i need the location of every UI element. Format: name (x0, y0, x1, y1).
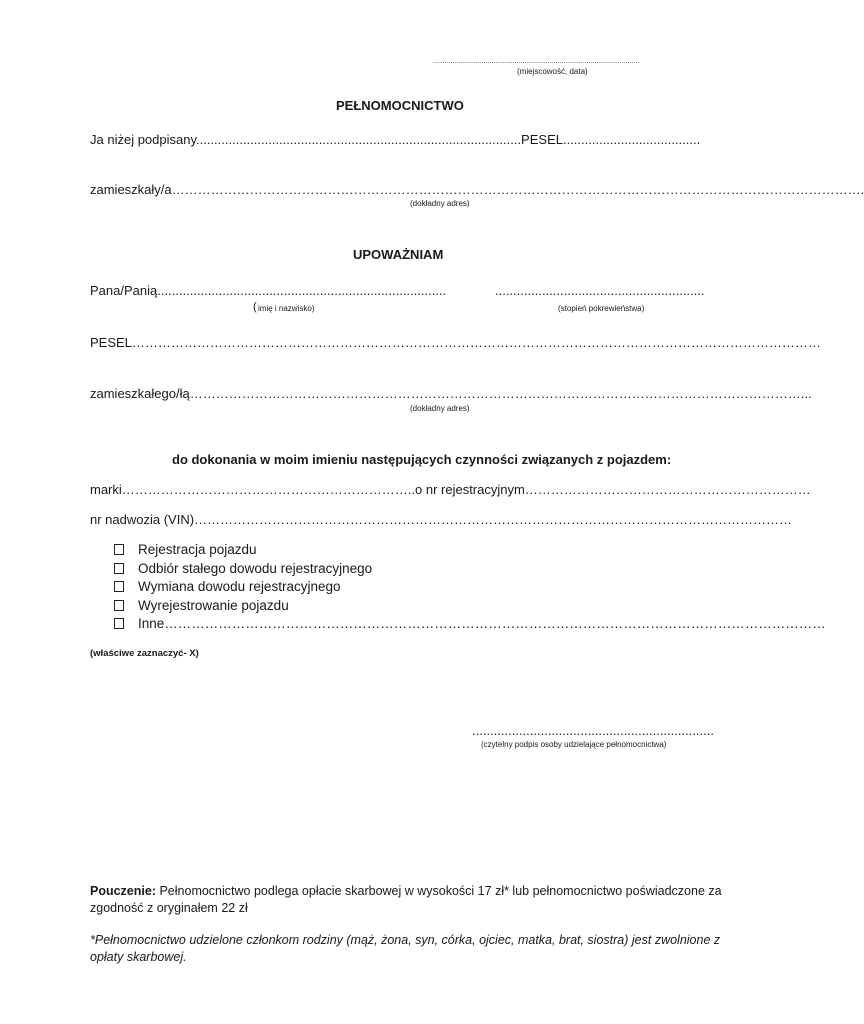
place-date-dots: .......................................................................................................... (433, 58, 640, 65)
checkbox[interactable] (114, 581, 124, 592)
vehicle-make-registration-line: marki…………………………………………………………..o nr rejestracyjnym………………………………………………………… (90, 482, 811, 497)
authorize-heading: UPOWAŻNIAM (353, 247, 444, 262)
fee-notice-label: Pouczenie: (90, 884, 156, 898)
checkbox[interactable] (114, 563, 124, 574)
option-deregistration[interactable] (114, 598, 289, 613)
signature-dots: ................................................................... (472, 723, 714, 738)
option-label: Odbiór stałego dowodu rejestracyjnego (138, 561, 373, 576)
agent-relation-dots: .......................................................... (495, 283, 705, 298)
option-permanent-document-pickup[interactable] (114, 561, 372, 576)
agent-name-label: imię i nazwisko) (258, 304, 315, 313)
agent-address-label: (dokładny adres) (410, 404, 470, 413)
fee-notice (90, 883, 730, 917)
checkbox[interactable] (114, 618, 124, 629)
option-other[interactable] (114, 616, 826, 631)
agent-pesel-line: PESEL…………………………………………………………………………………………………………………………………………… (90, 335, 821, 350)
signer-address-label: (dokładny adres) (410, 199, 470, 208)
agent-relation-label: (stopień pokrewieństwa) (558, 304, 645, 313)
fee-footnote: *Pełnomocnictwo udzielone członkom rodziny (mąż, żona, syn, córka, ojciec, matka, brat, siostra) jest zwolnione z opłaty skarbowej. (90, 933, 721, 964)
vehicle-vin-line: nr nadwozia (VIN)………………………………………………………………………………………………………………………… (90, 512, 793, 527)
checkbox[interactable] (114, 600, 124, 611)
option-registration[interactable] (114, 542, 257, 557)
fee-notice-text: Pełnomocnictwo podlega opłacie skarbowej w wysokości 17 zł* lub pełnomocnictwo poświadczone za zgodność z oryginałem 22 zł (90, 884, 722, 915)
document-title: PEŁNOMOCNICTWO (336, 98, 464, 113)
option-label: Wyrejestrowanie pojazdu (138, 598, 289, 613)
checkbox[interactable] (114, 544, 124, 555)
signer-name-pesel-line: Ja niżej podpisany..........................................................................................PESEL...................................... (90, 132, 701, 147)
mark-note: (właściwe zaznaczyć- X) (90, 648, 199, 659)
place-date-label: (miejscowość, data) (517, 67, 588, 76)
agent-name-label-paren: ( (253, 301, 257, 313)
option-label: Wymiana dowodu rejestracyjnego (138, 579, 341, 594)
signature-label: (czytelny podpis osoby udzielające pełnomocnictwa) (481, 740, 667, 749)
scope-heading: do dokonania w moim imieniu następujących czynności związanych z pojazdem: (172, 452, 672, 467)
agent-address-line: zamieszkałego/łą……………………………………………………………………………………………………………………………... (90, 386, 812, 401)
signer-address-line: zamieszkały/a……………………………………………………………………………………………………………………………………………. (90, 182, 864, 197)
option-document-replacement[interactable] (114, 579, 340, 594)
option-label: Inne………………………………………………………………………………………………………………………………… (138, 616, 826, 631)
agent-name-line: Pana/Panią................................................................................ (90, 283, 447, 298)
option-label: Rejestracja pojazdu (138, 542, 257, 557)
